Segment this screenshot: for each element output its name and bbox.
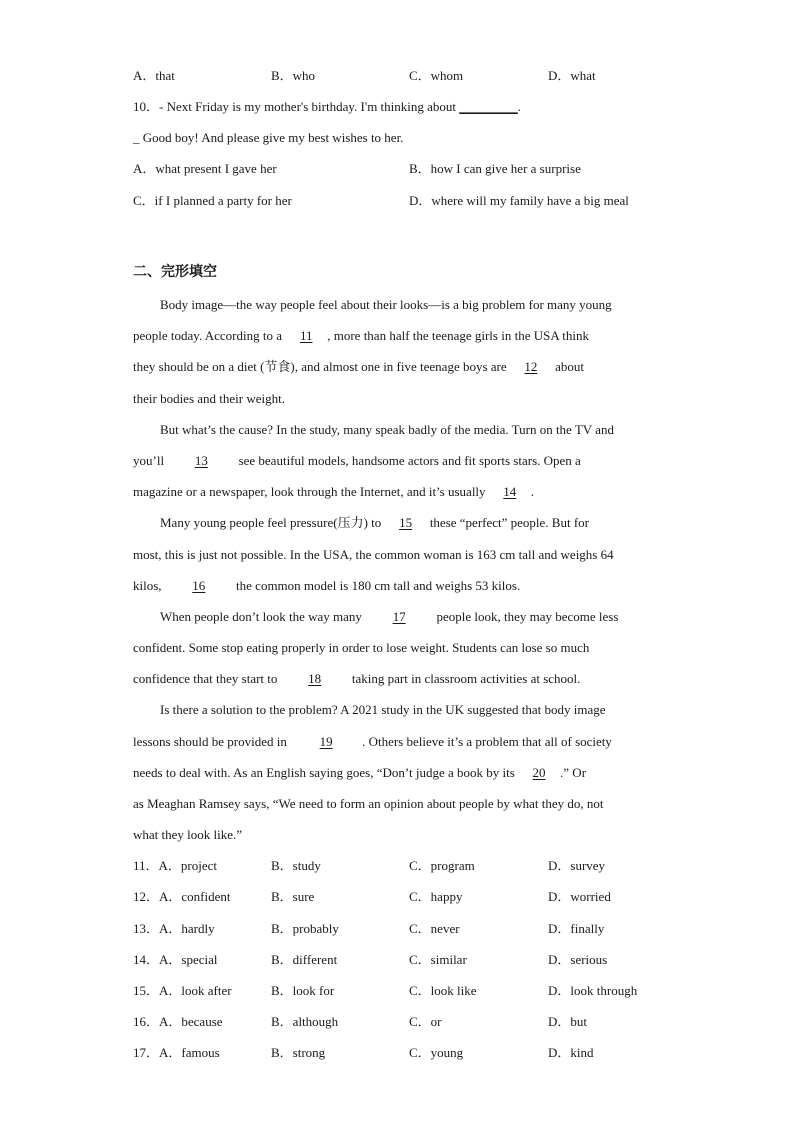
blank-14: 14 (503, 484, 517, 500)
option-c: C．or (409, 1014, 442, 1029)
blank-17: 17 (392, 608, 406, 624)
q10-option-c: C．if I planned a party for her (133, 193, 292, 208)
passage-text: these “perfect” people. But for (426, 515, 589, 531)
passage-text: the common model is 180 cm tall and weighs 53 kilos. (232, 577, 521, 593)
q10-answer-blank: _________ (459, 99, 518, 114)
option-b: B．strong (271, 1045, 326, 1060)
option-c: C．happy (409, 889, 463, 904)
passage-text: see beautiful models, handsome actors and fit sports stars. Open a (235, 452, 581, 468)
passage-text: When people don’t look the way many (160, 608, 366, 624)
passage-line (133, 601, 658, 632)
option-b: B．look for (271, 983, 335, 998)
option-c: C．young (409, 1045, 464, 1060)
passage-line (133, 445, 658, 476)
passage-text: magazine or a newspaper, look through the Internet, and it’s usually (133, 484, 489, 500)
option-b: B．study (271, 858, 321, 873)
passage-line: as Meaghan Ramsey says, “We need to form an opinion about people by what they do, not (133, 796, 604, 811)
passage-line (133, 757, 658, 788)
passage-line (133, 476, 658, 507)
option-a: 17．A．famous (133, 1045, 220, 1060)
passage-line: their bodies and their weight. (133, 390, 285, 406)
passage-text: people today. According to a (133, 328, 286, 344)
q9-option-b: B．who (271, 68, 316, 83)
passage-text: kilos, (133, 577, 165, 593)
option-c: C．look like (409, 983, 477, 998)
passage-text: they should be on a diet (节食), and almost one in five teenage boys are (133, 359, 510, 375)
passage-text: you’ll (133, 452, 168, 468)
q10-option-b: B．how I can give her a surprise (409, 161, 581, 176)
blank-12: 12 (524, 359, 538, 375)
option-c: C．similar (409, 952, 467, 967)
passage-line: Body image—the way people feel about their looks—is a big problem for many young (160, 297, 612, 312)
passage-text: lessons should be provided in (133, 733, 291, 749)
passage-text: .” Or (560, 764, 587, 780)
passage-text: confidence that they start to (133, 671, 281, 687)
q10-stem-prefix: 10．- Next Friday is my mother's birthday. I'm thinking about (133, 99, 457, 114)
passage-text: Many young people feel pressure(压力) to (160, 515, 385, 531)
option-d: D．survey (548, 858, 606, 873)
cloze-passage (133, 289, 658, 850)
option-b: B．different (271, 952, 338, 967)
q9-option-d: D．what (548, 68, 596, 83)
option-d: D．but (548, 1014, 588, 1029)
option-a: 11．A．project (133, 858, 217, 873)
passage-line: But what’s the cause? In the study, many speak badly of the media. Turn on the TV and (160, 421, 614, 437)
q10-reply: _ Good boy! And please give my best wishes to her. (133, 130, 404, 145)
blank-20: 20 (532, 764, 546, 780)
passage-text: people look, they may become less (433, 608, 619, 624)
passage-line (133, 570, 658, 601)
blank-13: 13 (194, 452, 208, 468)
passage-line (133, 726, 658, 757)
option-b: B．probably (271, 921, 339, 936)
passage-line: Is there a solution to the problem? A 2021 study in the UK suggested that body image (160, 702, 606, 718)
blank-11: 11 (299, 328, 313, 344)
option-d: D．kind (548, 1045, 594, 1060)
passage-text: . (530, 484, 535, 500)
q10-stem (133, 97, 521, 117)
section-title: 二、完形填空 (133, 264, 217, 280)
passage-line (133, 663, 658, 694)
option-d: D．serious (548, 952, 608, 967)
passage-text: needs to deal with. As an English saying goes, “Don’t judge a book by its (133, 764, 519, 780)
blank-16: 16 (192, 577, 206, 593)
passage-line (133, 320, 658, 351)
passage-line: most, this is just not possible. In the USA, the common woman is 163 cm tall and weighs 64 (133, 546, 614, 562)
passage-line (133, 351, 658, 382)
option-a: 15．A．look after (133, 983, 232, 998)
option-b: B．although (271, 1014, 339, 1029)
q10-stem-suffix: . (517, 99, 522, 114)
passage-text: , more than half the teenage girls in the USA think (327, 328, 589, 344)
passage-text: about (551, 359, 585, 375)
passage-line: what they look like.” (133, 827, 243, 843)
q10-option-d: D．where will my family have a big meal (409, 193, 629, 208)
option-b: B．sure (271, 889, 315, 904)
q9-option-c: C．whom (409, 68, 464, 83)
option-a: 16．A．because (133, 1014, 223, 1029)
option-d: D．look through (548, 983, 638, 998)
blank-18: 18 (308, 671, 322, 687)
blank-15: 15 (399, 515, 413, 531)
passage-line (133, 507, 658, 538)
option-d: D．worried (548, 889, 611, 904)
option-d: D．finally (548, 921, 605, 936)
option-c: C．never (409, 921, 460, 936)
blank-19: 19 (319, 733, 333, 749)
option-a: 14．A．special (133, 952, 218, 967)
passage-text: . Others believe it’s a problem that all of society (362, 733, 612, 749)
option-c: C．program (409, 858, 475, 873)
option-a: 13．A．hardly (133, 921, 215, 936)
passage-line: confident. Some stop eating properly in order to lose weight. Students can lose so much (133, 640, 590, 656)
passage-text: taking part in classroom activities at school. (348, 671, 581, 687)
option-a: 12．A．confident (133, 889, 231, 904)
q9-option-a: A．that (133, 68, 175, 83)
q10-option-a: A．what present I gave her (133, 161, 277, 176)
